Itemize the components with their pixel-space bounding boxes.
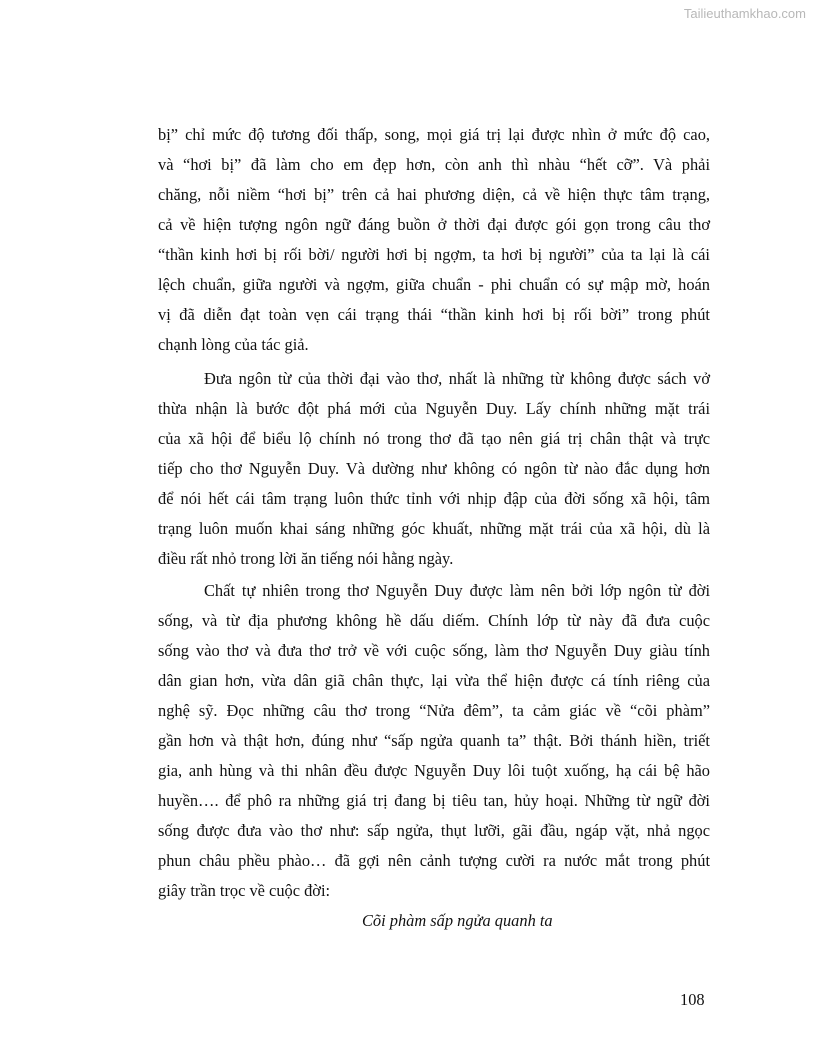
text-line: giây trần trọc về cuộc đời:	[158, 881, 331, 900]
text-line: chăng, nỗi niềm “hơi bị” trên cả hai phương diện, cả về hiện thực tâm trạng,	[158, 185, 710, 204]
text-line: phun châu phều phào… đã gợi nên cảnh tượng cười ra nước mắt trong phút	[158, 851, 710, 870]
text-line: sống vào thơ và đưa thơ trở về với cuộc sống, làm thơ Nguyễn Duy giàu tính	[158, 641, 710, 660]
text-line: nghệ sỹ. Đọc những câu thơ trong “Nửa đêm”, ta cảm giác về “cõi phàm”	[158, 701, 710, 720]
text-line: để nói hết cái tâm trạng luôn thức tỉnh với nhịp đập của đời sống xã hội, tâm	[158, 489, 710, 508]
text-line: gần hơn và thật hơn, đúng như “sấp ngửa quanh ta” thật. Bởi thánh hiền, triết	[158, 731, 710, 750]
paragraph-3	[158, 576, 710, 906]
text-line: sống, và từ địa phương không hề dấu diếm. Chính lớp từ này đã đưa cuộc	[158, 611, 710, 630]
page-number: 108	[680, 990, 705, 1009]
paragraph-2	[158, 364, 710, 574]
text-line: Đưa ngôn từ của thời đại vào thơ, nhất là những từ không được sách vở	[204, 369, 710, 388]
text-line: chạnh lòng của tác giả.	[158, 335, 309, 354]
text-line: tiếp cho thơ Nguyễn Duy. Và dường như không có ngôn từ nào đắc dụng hơn	[158, 459, 710, 478]
text-line: và “hơi bị” đã làm cho em đẹp hơn, còn anh thì nhàu “hết cỡ”. Và phải	[158, 155, 710, 174]
text-line: bị” chỉ mức độ tương đối thấp, song, mọi giá trị lại được nhìn ở mức độ cao,	[158, 125, 710, 144]
text-line: thừa nhận là bước đột phá mới của Nguyễn Duy. Lấy chính những mặt trái	[158, 399, 710, 418]
text-line: cả về hiện tượng ngôn ngữ đáng buồn ở thời đại được gói gọn trong câu thơ	[158, 215, 710, 234]
watermark: Tailieuthamkhao.com	[683, 6, 806, 21]
text-line: Chất tự nhiên trong thơ Nguyễn Duy được làm nên bởi lớp ngôn từ đời	[204, 581, 710, 600]
text-line: huyền…. để phô ra những giá trị đang bị tiêu tan, hủy hoại. Những từ ngữ đời	[158, 791, 710, 810]
text-line: vị đã diễn đạt toàn vẹn cái trạng thái “thần kinh hơi bị rối bời” trong phút	[158, 305, 710, 324]
text-line: lệch chuẩn, giữa người và ngợm, giữa chuẩn - phi chuẩn có sự mập mờ, hoán	[158, 275, 710, 294]
text-line: gia, anh hùng và thi nhân đều được Nguyễn Duy lôi tuột xuống, hạ cái bệ hão	[158, 761, 710, 780]
text-line: sống được đưa vào thơ như: sấp ngửa, thụt lưỡi, gãi đầu, ngáp vặt, nhả ngọc	[158, 821, 710, 840]
text-line: của xã hội để biểu lộ chính nó trong thơ đã tạo nên giá trị chân thật và trực	[158, 429, 710, 448]
text-line: dân gian hơn, vừa dân giã chân thực, lại vừa thể hiện được cá tính riêng của	[158, 671, 710, 690]
paragraph-1	[158, 120, 710, 360]
text-line: trạng luôn muốn khai sáng những góc khuất, những mặt trái của xã hội, dù là	[158, 519, 710, 538]
text-line: điều rất nhỏ trong lời ăn tiếng nói hằng ngày.	[158, 549, 454, 568]
verse-line: Cõi phàm sấp ngửa quanh ta	[362, 911, 553, 930]
text-line: “thần kinh hơi bị rối bời/ người hơi bị ngợm, ta hơi bị người” của ta lại là cái	[158, 245, 710, 264]
